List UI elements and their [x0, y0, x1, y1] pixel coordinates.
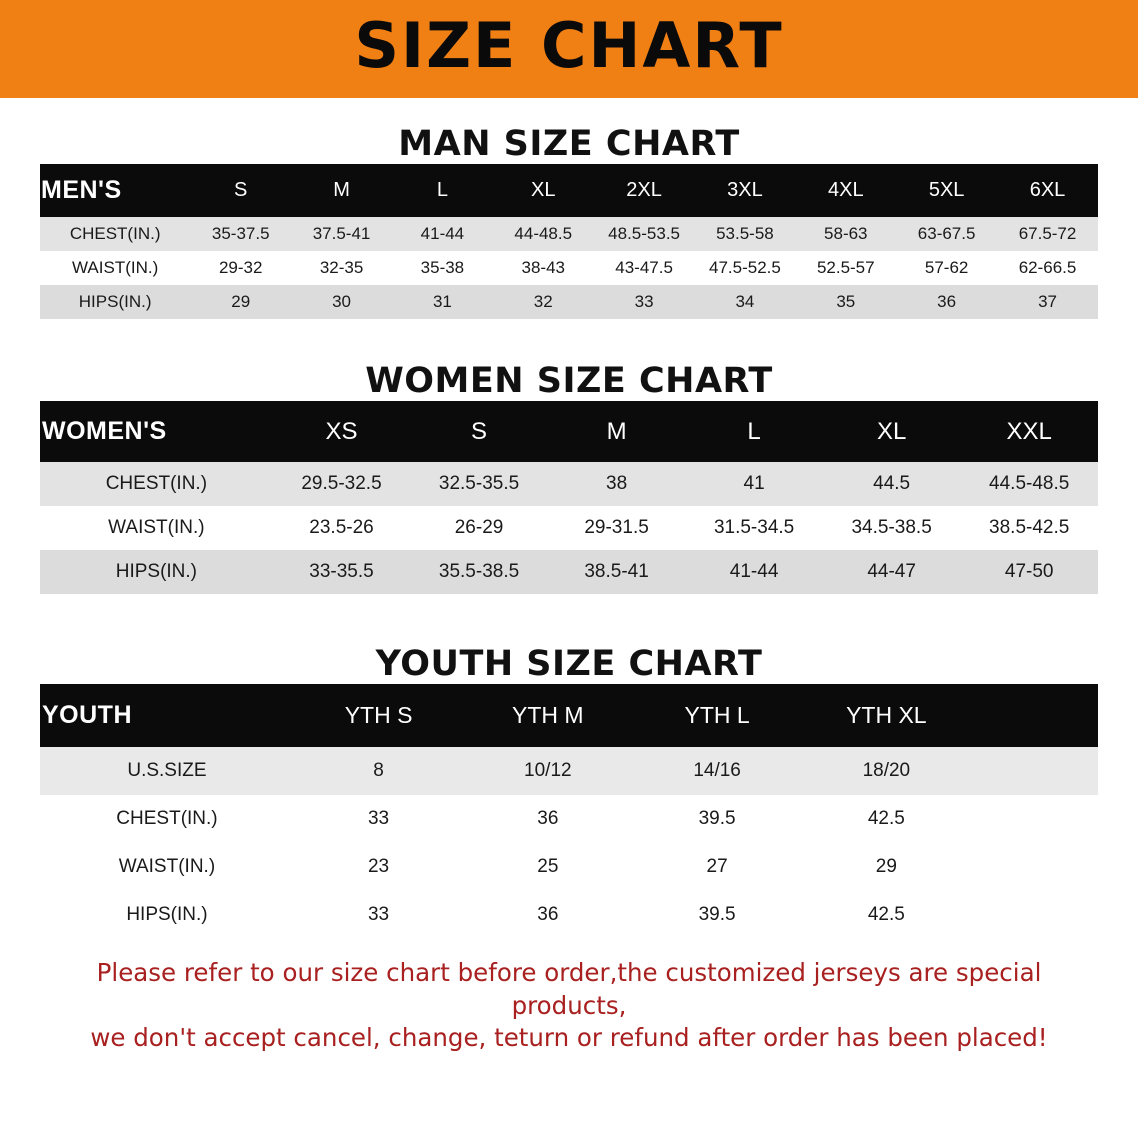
women-table-header-row	[40, 401, 1098, 462]
cell: 38	[606, 473, 628, 494]
cell: 42.5	[867, 808, 905, 829]
cell: 14/16	[693, 760, 741, 781]
cell: 36	[937, 292, 957, 311]
table-row	[40, 285, 1098, 319]
youth-section-title: YOUTH SIZE CHART	[375, 644, 763, 684]
man-col-header: 3XL	[727, 179, 763, 201]
cell: 39.5	[698, 808, 736, 829]
women-col-header: XXL	[1006, 417, 1052, 445]
youth-size-table	[40, 684, 1098, 939]
cell: 33-35.5	[309, 561, 374, 582]
cell: 37.5-41	[312, 224, 371, 243]
cell: 32	[533, 292, 553, 311]
cell: 29-32	[218, 258, 263, 277]
cell: 32.5-35.5	[438, 473, 520, 494]
cell: 44-47	[867, 561, 916, 582]
women-col-header: XS	[325, 417, 358, 445]
note-line-2: we don't accept cancel, change, teturn or refund after order has been placed!	[90, 1023, 1048, 1053]
women-size-table	[40, 401, 1098, 594]
cell: 33	[367, 808, 390, 829]
cell: 38-43	[521, 258, 565, 277]
cell: 58-63	[824, 224, 868, 243]
cell: 10/12	[524, 760, 572, 781]
cell: 57-62	[924, 258, 969, 277]
row-label: U.S.SIZE	[127, 760, 207, 781]
man-col-header: 5XL	[928, 179, 965, 201]
cell: 37	[1038, 292, 1057, 311]
cell: 53.5-58	[716, 224, 774, 243]
women-corner-label: WOMEN'S	[42, 417, 167, 445]
cell: 41	[743, 473, 765, 494]
women-col-header: S	[471, 417, 488, 445]
cell: 29	[231, 292, 251, 311]
cell: 34	[735, 292, 755, 311]
row-label: HIPS(IN.)	[126, 904, 208, 925]
cell: 23.5-26	[309, 517, 374, 538]
row-label: WAIST(IN.)	[118, 856, 216, 877]
cell: 33	[634, 292, 654, 311]
cell: 38.5-41	[584, 561, 649, 582]
cell: 35	[836, 292, 856, 311]
cell: 34.5-38.5	[851, 517, 932, 538]
cell: 18/20	[862, 760, 911, 781]
cell: 27	[706, 856, 728, 877]
man-col-header: L	[436, 179, 448, 201]
cell: 35.5-38.5	[438, 561, 520, 582]
cell: 41-44	[420, 224, 465, 243]
row-label: CHEST(IN.)	[116, 808, 218, 829]
youth-table-wrap	[0, 684, 1138, 939]
cell: 29	[875, 856, 897, 877]
cell: 31	[432, 292, 452, 311]
youth-col-header: YTH L	[684, 702, 750, 728]
cell: 62-66.5	[1018, 258, 1077, 277]
note-line-1: Please refer to our size chart before order,the customized jerseys are special products,	[96, 958, 1042, 1020]
cell: 33	[367, 904, 390, 925]
cell-spacer	[971, 843, 1098, 891]
youth-col-spacer	[971, 684, 1098, 747]
cell: 29.5-32.5	[301, 473, 382, 494]
man-section-title: MAN SIZE CHART	[398, 124, 740, 164]
man-col-header: 4XL	[827, 179, 864, 201]
youth-col-header: YTH M	[512, 702, 584, 728]
table-row	[40, 506, 1098, 550]
row-label: CHEST(IN.)	[105, 473, 208, 494]
man-col-header: XL	[531, 179, 556, 201]
row-label: WAIST(IN.)	[72, 258, 159, 277]
youth-col-header: YTH S	[344, 702, 413, 728]
cell: 36	[537, 904, 559, 925]
page-title: SIZE CHART	[354, 9, 784, 82]
page-banner	[0, 0, 1138, 98]
cell: 32-35	[319, 258, 364, 277]
cell: 44.5	[873, 473, 911, 494]
cell: 35-37.5	[211, 224, 270, 243]
cell: 47.5-52.5	[709, 258, 781, 277]
cell: 29-31.5	[584, 517, 649, 538]
man-size-table	[40, 164, 1098, 319]
cell: 8	[373, 760, 384, 781]
row-label: HIPS(IN.)	[115, 561, 198, 582]
cell: 44-48.5	[514, 224, 573, 243]
row-label: HIPS(IN.)	[78, 292, 152, 311]
youth-table-header-row	[40, 684, 1098, 747]
table-row	[40, 462, 1098, 506]
cell: 23	[367, 856, 390, 877]
table-row	[40, 747, 1098, 795]
cell: 44.5-48.5	[989, 473, 1070, 494]
man-col-header: S	[234, 179, 248, 201]
cell: 63-67.5	[917, 224, 976, 243]
cell: 67.5-72	[1018, 224, 1077, 243]
table-row	[40, 891, 1098, 939]
man-col-header: 6XL	[1029, 179, 1066, 201]
cell: 52.5-57	[816, 258, 875, 277]
cell: 36	[537, 808, 559, 829]
man-table-header-row	[40, 164, 1098, 217]
cell: 43-47.5	[615, 258, 673, 277]
cell: 38.5-42.5	[989, 517, 1070, 538]
women-col-header: M	[606, 417, 627, 445]
youth-corner-label: YOUTH	[42, 701, 132, 729]
table-row	[40, 795, 1098, 843]
man-col-header: M	[333, 179, 350, 201]
cell: 35-38	[420, 258, 465, 277]
return-policy-note	[40, 957, 1098, 1055]
row-label: CHEST(IN.)	[69, 224, 161, 243]
cell: 39.5	[698, 904, 736, 925]
women-col-header: XL	[876, 417, 907, 445]
cell-spacer	[971, 747, 1098, 795]
man-corner-label: MEN'S	[41, 176, 122, 204]
cell: 47-50	[1004, 561, 1054, 582]
row-label: WAIST(IN.)	[108, 517, 205, 538]
cell: 42.5	[867, 904, 905, 925]
cell-spacer	[971, 795, 1098, 843]
man-col-header: 2XL	[626, 179, 662, 201]
man-table-wrap	[0, 164, 1138, 319]
women-table-wrap	[0, 401, 1138, 594]
table-row	[40, 217, 1098, 251]
women-col-header: L	[747, 417, 761, 445]
table-row	[40, 550, 1098, 594]
cell: 25	[537, 856, 559, 877]
cell: 41-44	[729, 561, 779, 582]
cell: 30	[332, 292, 352, 311]
women-section-title: WOMEN SIZE CHART	[365, 361, 773, 401]
cell-spacer	[971, 891, 1098, 939]
table-row	[40, 843, 1098, 891]
cell: 48.5-53.5	[608, 224, 681, 243]
cell: 26-29	[454, 517, 504, 538]
table-row	[40, 251, 1098, 285]
youth-col-header: YTH XL	[846, 702, 927, 728]
cell: 31.5-34.5	[713, 517, 795, 538]
